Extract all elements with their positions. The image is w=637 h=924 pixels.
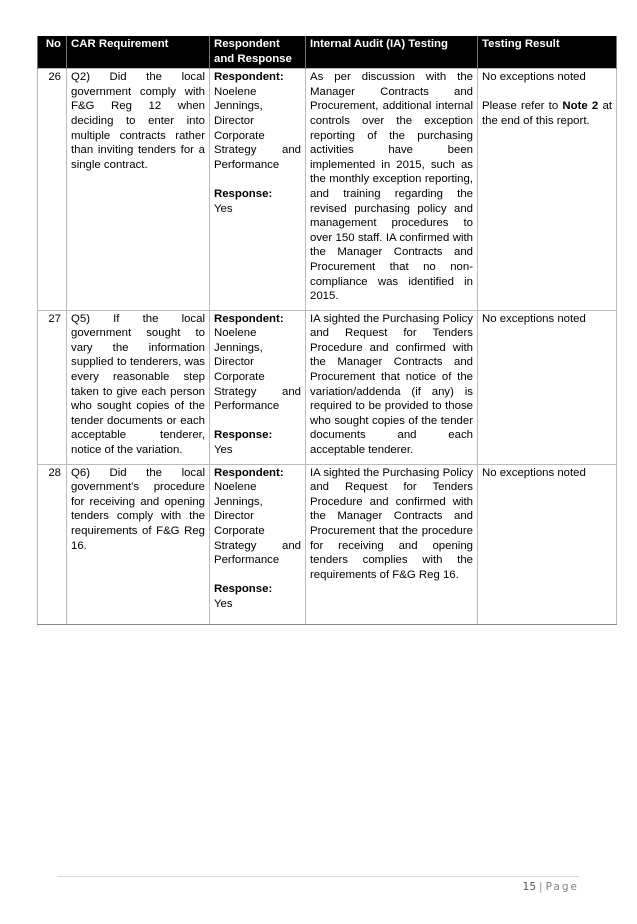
- result-text: No exceptions noted: [482, 466, 586, 479]
- header-respondent-response: Respondent and Response: [210, 36, 306, 69]
- testing-result-cell: [478, 69, 617, 311]
- header-ia-testing: Internal Audit (IA) Testing: [306, 36, 478, 69]
- respondent-label: Respondent:: [214, 466, 284, 479]
- response-value: Yes: [214, 444, 233, 457]
- response-label: Response:: [214, 187, 273, 200]
- car-requirement-cell: Q5) If the local government sought to vary the information supplied to tenderers, was every reasonable step taken to give each person who sought copies of the tender documents or each acceptable tenderer, notice of the variation.: [67, 310, 210, 464]
- car-requirement-cell: Q2) Did the local government comply with F&G Reg 12 when deciding to enter into multiple contracts rather than inviting tenders for a single contract.: [67, 69, 210, 311]
- respondent-label: Respondent:: [214, 312, 284, 325]
- respondent-name: Noelene Jennings, Director Corporate Strategy and Performance: [214, 481, 301, 567]
- testing-result-cell: [478, 310, 617, 464]
- respondent-cell: [210, 310, 306, 464]
- result-text: No exceptions noted: [482, 71, 586, 84]
- row-number: 26: [38, 69, 67, 311]
- testing-result-cell: [478, 464, 617, 624]
- response-label: Response:: [214, 429, 273, 442]
- ia-testing-cell: IA sighted the Purchasing Policy and Request for Tenders Procedure and confirmed with the Manager Contracts and Procurement that the procedure for receiving and opening tenders complies with the requirements of F&G Reg 16.: [306, 464, 478, 624]
- ia-testing-cell: IA sighted the Purchasing Policy and Request for Tenders Procedure and confirmed with the Manager Contracts and Procurement that notice of the variation/addenda (if any) is required to be provided to those who sought copies of the tender documents and each acceptable tenderer.: [306, 310, 478, 464]
- header-testing-result: Testing Result: [478, 36, 617, 69]
- table-row: [38, 310, 617, 464]
- footer-separator: |: [539, 881, 543, 893]
- footer-divider: [57, 876, 579, 877]
- response-value: Yes: [214, 202, 233, 215]
- respondent-name: Noelene Jennings, Director Corporate Strategy and Performance: [214, 85, 301, 171]
- note-reference: Note 2: [562, 100, 599, 113]
- result-note: Please refer to Note 2 at the end of this report.: [482, 100, 612, 127]
- respondent-label: Respondent:: [214, 71, 284, 84]
- audit-table: [37, 36, 617, 625]
- ia-testing-cell: As per discussion with the Manager Contracts and Procurement, additional internal controls over the exception reporting of the purchasing activities have been implemented in 2015, such as the monthly exception reporting, and training regarding the revised purchasing policy and management procedures to over 150 staff. IA confirmed with the Manager Contracts and Procurement that no non-compliance was identified in 2015.: [306, 69, 478, 311]
- row-number: 28: [38, 464, 67, 624]
- car-requirement-cell: Q6) Did the local government's procedure for receiving and opening tenders comply with the requirements of F&G Reg 16.: [67, 464, 210, 624]
- result-text: No exceptions noted: [482, 312, 586, 325]
- page-word: Page: [545, 881, 579, 893]
- response-label: Response:: [214, 583, 273, 596]
- respondent-cell: [210, 464, 306, 624]
- table-row: [38, 464, 617, 624]
- header-no: No: [38, 36, 67, 69]
- page-footer: [523, 881, 579, 893]
- response-value: Yes: [214, 597, 233, 610]
- header-car-requirement: CAR Requirement: [67, 36, 210, 69]
- table-row: [38, 69, 617, 311]
- respondent-cell: [210, 69, 306, 311]
- respondent-name: Noelene Jennings, Director Corporate Strategy and Performance: [214, 327, 301, 413]
- table-header-row: [38, 36, 617, 69]
- row-number: 27: [38, 310, 67, 464]
- page-number: 15: [522, 881, 537, 893]
